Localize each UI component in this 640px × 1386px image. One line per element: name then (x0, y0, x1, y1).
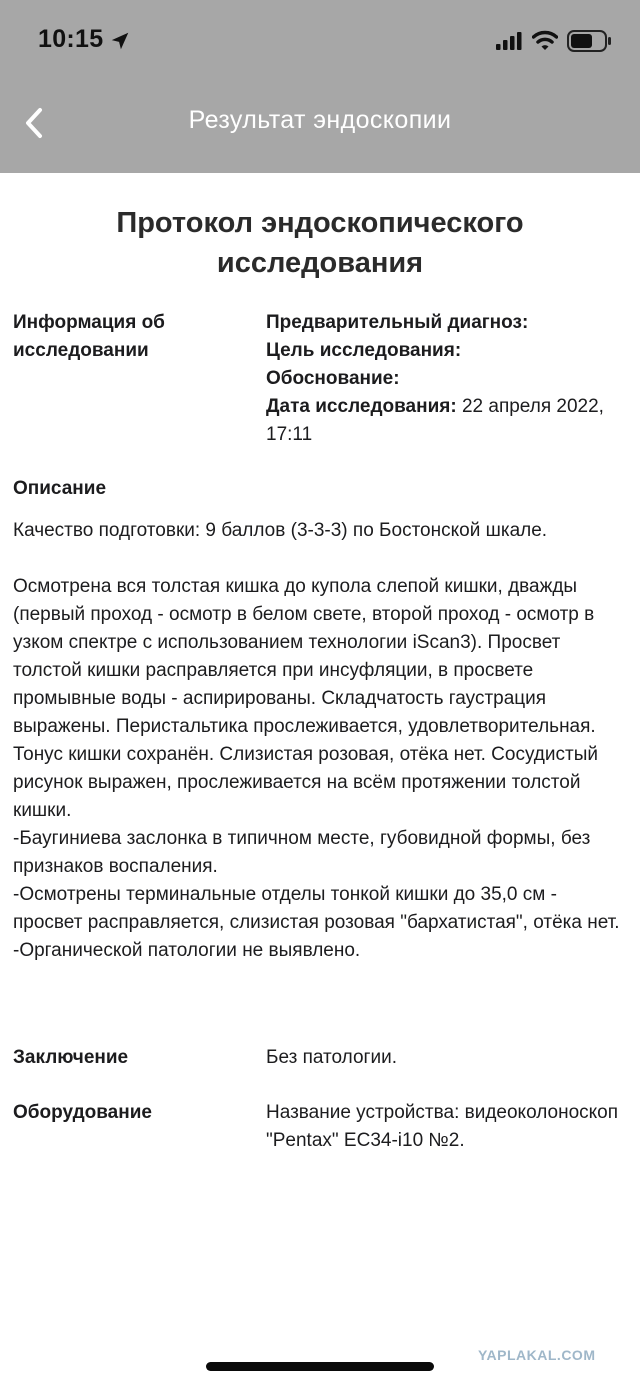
equipment-label: Оборудование (13, 1102, 152, 1123)
description-label: Описание (13, 478, 107, 499)
location-arrow-icon (109, 30, 131, 52)
nav-title: Результат эндоскопии (188, 106, 452, 134)
examination-text: Осмотрена вся толстая кишка до купола слепой кишки, дважды (первый проход - осмотр в белом свете, второй проход - осмотр в узком спектре с использованием технологии iScan3). Просвет толстой кишки расправляется при инсуфляции, в просвете промывные воды - аспирированы. Складчатость гаустрация выражены. Перистальтика прослеживается, удовлетворительная. Тонус кишки сохранён. Слизистая розовая, отёка нет. Сосудистый рисунок выражен, прослеживается на всём протяжении толстой кишки. (13, 576, 598, 821)
rationale-label: Обоснование: (266, 368, 400, 389)
cellular-signal-icon (496, 32, 522, 50)
purpose-label: Цель исследования: (266, 340, 462, 361)
equipment-value: Название устройства: видеоколоноскоп "Pentax" EC34-i10 №2. (266, 1102, 619, 1151)
battery-icon (567, 30, 613, 52)
ileum-text: -Осмотрены терминальные отделы тонкой кишки до 35,0 см - просвет расправляется, слизистая розовая "бархатистая", отёка нет. (13, 884, 620, 933)
home-indicator[interactable] (206, 1362, 434, 1371)
prep-quality-text: Качество подготовки: 9 баллов (3-3-3) по Бостонской шкале. (13, 520, 548, 541)
watermark: YAPLAKAL.COM (478, 1347, 596, 1363)
info-values (266, 309, 626, 449)
top-bar (0, 0, 640, 173)
document-title: Протокол эндоскопического исследования (116, 207, 524, 279)
status-bar (0, 0, 640, 80)
date-value: 22 апреля 2022, 17:11 (266, 396, 604, 445)
description-text (13, 517, 628, 965)
status-time: 10:15 (38, 25, 104, 53)
valve-text: -Баугиниева заслонка в типичном месте, губовидной формы, без признаков воспаления. (13, 828, 591, 877)
pathology-text: -Органической патологии не выявлено. (13, 940, 361, 961)
info-label: Информация об исследовании (13, 312, 165, 361)
wifi-icon (532, 29, 558, 51)
diagnosis-label: Предварительный диагноз: (266, 312, 529, 333)
conclusion-label: Заключение (13, 1047, 129, 1068)
conclusion-value: Без патологии. (266, 1047, 397, 1068)
navigation-bar (0, 80, 640, 173)
date-label: Дата исследования: (266, 396, 457, 417)
